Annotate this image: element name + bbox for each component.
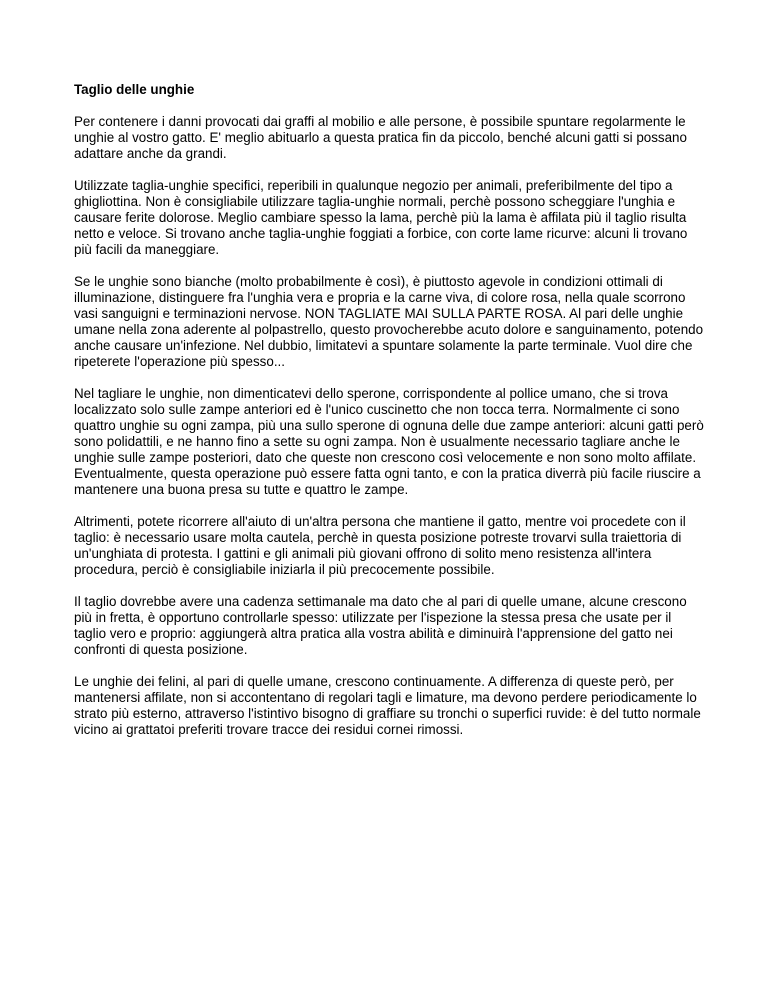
- paragraph-dewclaw: Nel tagliare le unghie, non dimenticatevi dello sperone, corrispondente al pollice umano, che si trova localizzato solo sulle zampe anteriori ed è l'unico cuscinetto che non tocca terra. Normalmente ci sono quattro unghie su ogni zampa, più una sullo sperone di ognuna delle due zampe anteriori: alcuni gatti però sono polidattili, e ne hanno fino a sette su ogni zampa. Non è usualmente necessario tagliare anche le unghie sulle zampe posteriori, dato che queste non crescono così velocemente e non sono molto affilate. Eventualmente, questa operazione può essere fatta ogni tanto, e con la pratica diverrà più facile riuscire a mantenere una buona presa su tutte e quattro le zampe.: [74, 386, 704, 497]
- paragraph-intro: Per contenere i danni provocati dai graffi al mobilio e alle persone, è possibile spuntare regolarmente le unghie al vostro gatto. E' meglio abituarlo a questa pratica fin da piccolo, benché alcuni gatti si possano adattare anche da grandi.: [74, 114, 687, 161]
- paragraph-pink-part: Se le unghie sono bianche (molto probabilmente è così), è piuttosto agevole in condizioni ottimali di illuminazione, distinguere fra l'unghia vera e propria e la carne viva, di colore rosa, nella quale scorrono vasi sanguigni e terminazioni nervose. NON TAGLIATE MAI SULLA PARTE ROSA. Al pari delle unghie umane nella zona aderente al polpastrello, questo provocherebbe acuto dolore e sanguinamento, potendo anche causare un'infezione. Nel dubbio, limitatevi a spuntare solamente la parte terminale. Vuol dire che ripeterete l'operazione più spesso...: [74, 274, 704, 369]
- paragraph-helper: Altrimenti, potete ricorrere all'aiuto di un'altra persona che mantiene il gatto, mentre voi procedete con il taglio: è necessario usare molta cautela, perchè in questa posizione potreste trovarvi sulla traiettoria di un'unghiata di protesta. I gattini e gli animali più giovani offrono di solito meno resistenza all'intera procedura, perciò è consigliabile iniziarla il più precocemente possibile.: [74, 514, 686, 577]
- paragraph-clippers: Utilizzate taglia-unghie specifici, reperibili in qualunque negozio per animali, preferibilmente del tipo a ghigliottina. Non è consigliabile utilizzare taglia-unghie normali, perchè possono scheggiare l'unghia e causare ferite dolorose. Meglio cambiare spesso la lama, perchè più la lama è affilata più il taglio risulta netto e veloce. Si trovano anche taglia-unghie foggiati a forbice, con corte lame ricurve: alcuni li trovano più facili da maneggiare.: [74, 178, 688, 257]
- paragraph-frequency: Il taglio dovrebbe avere una cadenza settimanale ma dato che al pari di quelle umane, alcune crescono più in fretta, è opportuno controllarle spesso: utilizzate per l'ispezione la stessa presa che usate per il taglio vero e proprio: aggiungerà altra pratica alla vostra abilità e diminuirà l'apprensione del gatto nei confronti di questa posizione.: [74, 594, 687, 657]
- document-title: Taglio delle unghie: [74, 82, 195, 97]
- paragraph-growth: Le unghie dei felini, al pari di quelle umane, crescono continuamente. A differenza di queste però, per mantenersi affilate, non si accontentano di regolari tagli e limature, ma devono perdere periodicamente lo strato più esterno, attraverso l'istintivo bisogno di graffiare su tronchi o superfici ruvide: è del tutto normale vicino ai grattatoi preferiti trovare tracce dei residui cornei rimossi.: [74, 674, 701, 737]
- document-page: [74, 82, 704, 754]
